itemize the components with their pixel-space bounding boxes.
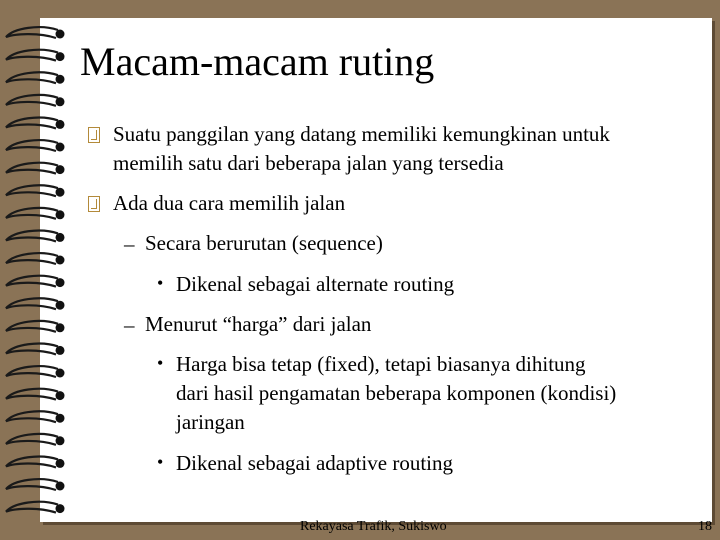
binding-hole [56, 482, 65, 491]
binding-hole [56, 256, 65, 265]
sub-bullet-2-item-1-line-1: Harga bisa tetap (fixed), tetapi biasanya dihitung [176, 352, 586, 376]
sub-bullet-2-item-1-line-2: dari hasil pengamatan beberapa komponen (kondisi) [176, 381, 617, 405]
binding-ring [6, 389, 58, 400]
binding-ring [6, 276, 58, 287]
sub-bullet-2-item-1-line-3: jaringan [176, 410, 245, 434]
binding-hole [56, 459, 65, 468]
binding-ring [6, 502, 58, 513]
binding-ring [6, 411, 58, 422]
binding-ring [6, 27, 58, 38]
notebook-page [40, 18, 712, 522]
binding-ring [6, 163, 58, 174]
sub-bullet-2-item-2: Dikenal sebagai adaptive routing [176, 451, 453, 475]
checkbox-bullet-icon [88, 127, 100, 143]
binding-ring [6, 185, 58, 196]
checkbox-bullet-icon [88, 196, 100, 212]
page-number: 18 [698, 519, 712, 534]
binding-hole [56, 504, 65, 513]
sub-bullet-1-item: Dikenal sebagai alternate routing [176, 272, 455, 296]
binding-hole [56, 97, 65, 106]
binding-ring [6, 434, 58, 445]
binding-ring [6, 344, 58, 355]
binding-ring [6, 321, 58, 332]
binding-hole [56, 301, 65, 310]
binding-hole [56, 75, 65, 84]
bullet-1-line-2: memilih satu dari beberapa jalan yang tersedia [113, 151, 504, 175]
binding-ring [6, 366, 58, 377]
binding-ring [6, 253, 58, 264]
binding-ring [6, 298, 58, 309]
binding-ring [6, 118, 58, 129]
binding-hole [56, 391, 65, 400]
binding-ring [6, 50, 58, 61]
binding-ring [6, 72, 58, 83]
binding-hole [56, 369, 65, 378]
dash-bullet: – [124, 313, 135, 337]
sub-bullet-2: Menurut “harga” dari jalan [145, 312, 372, 336]
dot-bullet: • [157, 452, 164, 472]
binding-hole [56, 278, 65, 287]
binding-hole [56, 210, 65, 219]
binding-hole [56, 414, 65, 423]
binding-hole [56, 233, 65, 242]
binding-hole [56, 188, 65, 197]
binding-hole [56, 436, 65, 445]
binding-hole [56, 346, 65, 355]
slide-title: Macam-macam ruting [80, 39, 435, 84]
binding-ring [6, 208, 58, 219]
dot-bullet: • [157, 273, 164, 293]
spiral-binding-icon [0, 0, 80, 540]
dot-bullet: • [157, 353, 164, 373]
binding-ring [6, 95, 58, 106]
binding-hole [56, 143, 65, 152]
binding-hole [56, 52, 65, 61]
binding-ring [6, 479, 58, 490]
sub-bullet-1: Secara berurutan (sequence) [145, 231, 383, 255]
binding-hole [56, 30, 65, 39]
dash-bullet: – [124, 232, 135, 256]
footer-text: Rekayasa Trafik, Sukiswo [300, 519, 447, 534]
binding-ring [6, 140, 58, 151]
binding-hole [56, 323, 65, 332]
bullet-2: Ada dua cara memilih jalan [113, 191, 346, 215]
binding-hole [56, 120, 65, 129]
binding-ring [6, 457, 58, 468]
bullet-1-line-1: Suatu panggilan yang datang memiliki kemungkinan untuk [113, 122, 610, 146]
binding-ring [6, 231, 58, 242]
binding-hole [56, 165, 65, 174]
